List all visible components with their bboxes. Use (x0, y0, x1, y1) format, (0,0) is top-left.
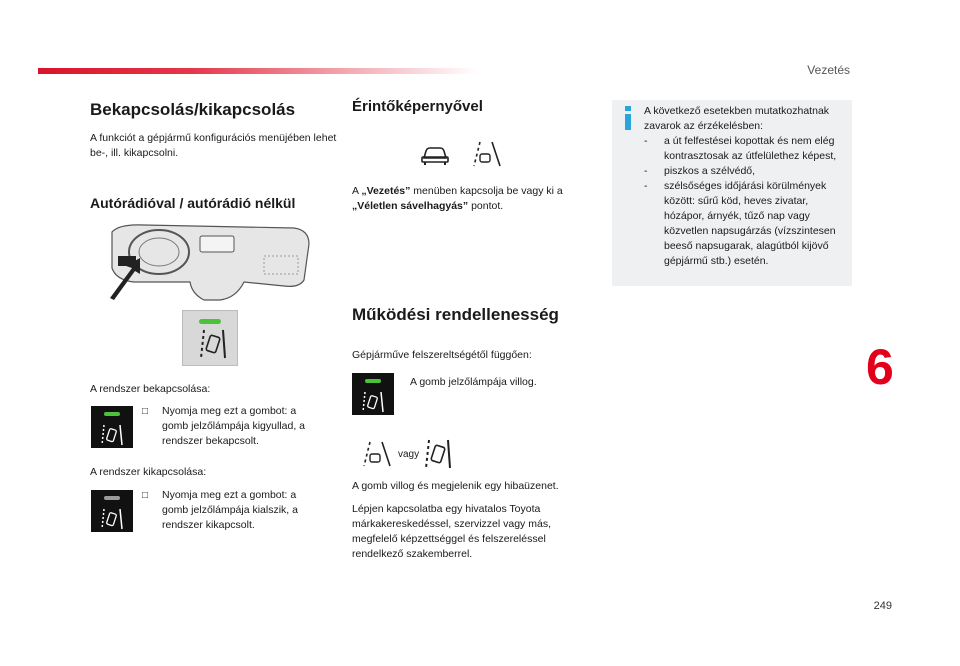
lane-departure-icon (199, 328, 227, 360)
lane-button-off (91, 490, 133, 532)
dashboard-illustration (104, 222, 314, 302)
checkbox-bullet: □ (142, 406, 149, 417)
info-intro: A következő esetekben mutatkozhatnak zavarok az érzékelésben: (644, 105, 830, 132)
lane-departure-icon (101, 508, 123, 530)
contact-text: Lépjen kapcsolatba egy hivatalos Toyota márkakereskedéssel, szervizzel vagy más, megfelelő képzettséggel és felszereléssel rendelkező szakemberrel. (352, 503, 551, 560)
malfunction-intro: Gépjárműve felszereltségétől függően: (352, 349, 532, 361)
page-number: 249 (873, 600, 892, 612)
chapter-number: 6 (866, 339, 894, 395)
info-icon (622, 106, 634, 130)
left-title: Bekapcsolás/kikapcsolás (90, 100, 296, 119)
instr-suffix: pontot. (468, 200, 504, 212)
led-on-indicator (365, 379, 381, 383)
off-bullet-text: Nyomja meg ezt a gombot: a gomb jelzőlámpája kialszik, a rendszer kikapcsolt. (162, 489, 298, 531)
lane-departure-icon (362, 391, 384, 413)
off-bullet (142, 488, 327, 533)
list-item: - szélsőséges időjárási körülmények között: sűrű köd, heves zivatar, hózápor, árnyék, tűző nap vagy közvetlen napsugárzás (vízszintesen beeső napsugarak, alagútból kijövő gépjármű stb.) esetén. (644, 180, 836, 267)
instr-prefix: A (352, 185, 362, 197)
led-on-indicator (104, 412, 120, 416)
lane-button-closeup (182, 310, 238, 366)
or-label: vagy (398, 449, 420, 460)
lane-departure-icon (424, 438, 452, 470)
led-off-indicator (104, 496, 120, 500)
car-icon (420, 144, 450, 166)
lane-keeping-icon (472, 140, 502, 168)
left-subtitle: Autórádióval / autórádió nélkül (90, 195, 296, 211)
menu-item-name: „Véletlen sávelhagyás” (352, 200, 469, 212)
on-bullet (142, 404, 327, 449)
lane-keeping-icon (362, 440, 392, 468)
list-item: - a út felfestései kopottak és nem elég kontrasztosak az útfelülethez képest, (644, 135, 837, 162)
left-intro: A funkciót a gépjármű konfigurációs menüjében lehet be-, ill. kikapcsolni. (90, 132, 337, 159)
malfunction-title: Működési rendellenesség (352, 305, 559, 324)
off-label: A rendszer kikapcsolása: (90, 466, 207, 478)
on-bullet-text: Nyomja meg ezt a gombot: a gomb jelzőlámpája kigyullad, a rendszer bekapcsolt. (162, 405, 305, 447)
lane-button-blinking (352, 373, 394, 415)
on-label: A rendszer bekapcsolása: (90, 383, 211, 395)
message-text: A gomb villog és megjelenik egy hibaüzenet. (352, 480, 559, 492)
checkbox-bullet: □ (142, 490, 149, 501)
touchscreen-title: Érintőképernyővel (352, 98, 483, 115)
lane-departure-icon (101, 424, 123, 446)
instr-mid: menüben kapcsolja be vagy ki a (410, 185, 563, 197)
blink-text: A gomb jelzőlámpája villog. (410, 376, 537, 388)
lane-button-on (91, 406, 133, 448)
touchscreen-instruction (352, 184, 592, 214)
info-box (612, 100, 852, 286)
section-label: Vezetés (807, 63, 850, 77)
list-item: - piszkos a szélvédő, (644, 165, 756, 177)
menu-name: „Vezetés” (361, 185, 411, 197)
led-on-indicator (199, 319, 221, 324)
info-list (644, 134, 849, 269)
header-red-bar (38, 68, 478, 74)
